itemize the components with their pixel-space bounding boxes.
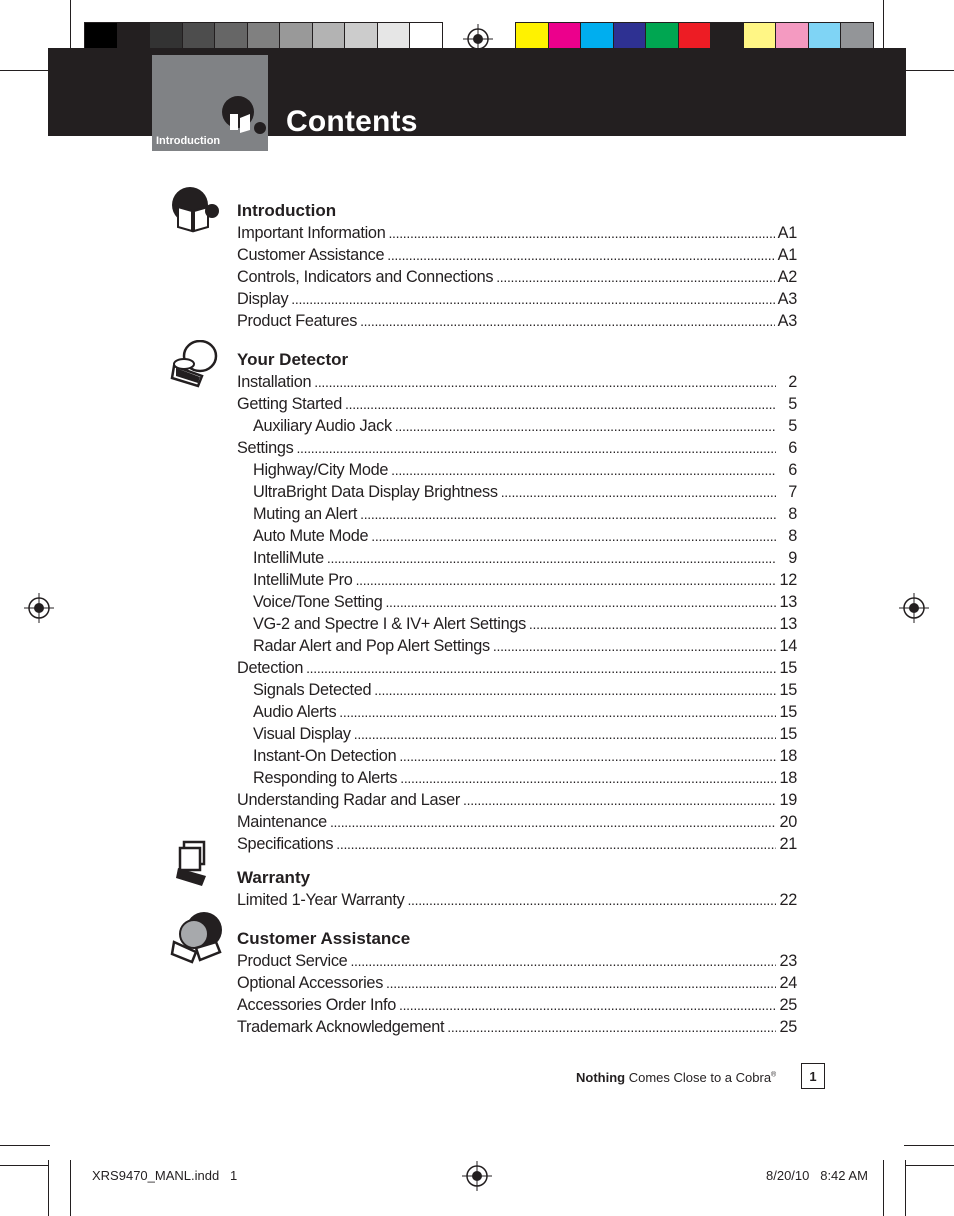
page-title: Contents <box>286 105 418 138</box>
toc-entry-page: 22 <box>779 891 797 909</box>
toc-entry[interactable] <box>237 481 797 503</box>
toc-entry-label: Understanding Radar and Laser <box>237 791 461 809</box>
slug-filename: XRS9470_MANL.indd 1 <box>92 1168 238 1183</box>
toc-entry-label: IntelliMute <box>253 549 324 567</box>
toc-entry-page: 15 <box>779 681 797 699</box>
dot-leader <box>306 657 776 679</box>
dot-leader <box>493 635 776 657</box>
crop-mark <box>906 1165 954 1166</box>
toc-entry-page: A3 <box>777 312 797 330</box>
toc-entry-page: 5 <box>788 417 797 435</box>
toc-entry-page: A2 <box>777 268 797 286</box>
customer-assistance-icon <box>170 908 226 964</box>
dot-leader <box>407 889 776 911</box>
toc-entry[interactable] <box>237 767 797 789</box>
toc-entry-page: 15 <box>779 659 797 677</box>
toc-entry-page: 23 <box>779 952 797 970</box>
toc-entry-label: Getting Started <box>237 395 343 413</box>
toc-entry-page: 6 <box>788 439 797 457</box>
toc-entry-label: Signals Detected <box>253 681 372 699</box>
toc-entry-page: 18 <box>779 747 797 765</box>
dot-leader <box>395 415 776 437</box>
toc-entry-page: 15 <box>779 703 797 721</box>
dot-leader <box>296 437 776 459</box>
section-gap <box>237 911 797 928</box>
toc-entry-label: Important Information <box>237 224 386 242</box>
dot-leader <box>386 972 776 994</box>
toc-entry[interactable] <box>237 613 797 635</box>
dot-leader <box>385 591 776 613</box>
crop-mark <box>883 0 884 50</box>
tagline <box>576 1070 776 1085</box>
toc-entry[interactable] <box>237 459 797 481</box>
toc-entry-label: Product Service <box>237 952 348 970</box>
toc-entry[interactable] <box>237 503 797 525</box>
toc-entry[interactable] <box>237 972 797 994</box>
toc-entry[interactable] <box>237 701 797 723</box>
toc-entry-page: A1 <box>777 246 797 264</box>
toc-entry-page: 13 <box>779 615 797 633</box>
toc-entry-label: Controls, Indicators and Connections <box>237 268 494 286</box>
toc-entry[interactable] <box>237 789 797 811</box>
dot-leader <box>387 244 774 266</box>
toc-entry[interactable] <box>237 591 797 613</box>
book-reader-icon <box>170 185 222 235</box>
toc-entry-page: 9 <box>788 549 797 567</box>
dot-leader <box>374 679 776 701</box>
dot-leader <box>339 701 776 723</box>
toc-entry-label: Optional Accessories <box>237 974 384 992</box>
toc-entry[interactable] <box>237 1016 797 1038</box>
toc-entry-label: Display <box>237 290 289 308</box>
toc-entry-page: A3 <box>777 290 797 308</box>
registered-mark: ® <box>771 1071 777 1079</box>
dot-leader <box>496 266 774 288</box>
toc-entry-page: 19 <box>779 791 797 809</box>
toc-entry-page: 21 <box>779 835 797 853</box>
crop-mark <box>904 1145 954 1146</box>
dot-leader <box>356 569 776 591</box>
tagline-bold: Nothing <box>576 1070 626 1085</box>
toc-entry-label: Instant-On Detection <box>253 747 397 765</box>
slug-date: 8/20/10 8:42 AM <box>766 1168 868 1183</box>
dot-leader <box>463 789 776 811</box>
dot-leader <box>400 767 776 789</box>
toc-entry-label: Highway/City Mode <box>253 461 389 479</box>
toc-entry-label: Specifications <box>237 835 334 853</box>
toc-entry[interactable] <box>237 679 797 701</box>
dot-leader <box>345 393 776 415</box>
dot-leader <box>399 745 776 767</box>
toc-section-title: Introduction <box>237 201 337 220</box>
toc-entry-page: 18 <box>779 769 797 787</box>
toc-entry[interactable] <box>237 833 797 855</box>
toc-entry[interactable] <box>237 525 797 547</box>
dot-leader <box>399 994 776 1016</box>
crop-mark <box>70 0 71 50</box>
toc-entry-page: 12 <box>779 571 797 589</box>
tagline-text: Comes Close to a Cobra <box>625 1070 772 1085</box>
toc-entry[interactable] <box>237 950 797 972</box>
toc-entry-label: Installation <box>237 373 312 391</box>
toc-entry[interactable] <box>237 393 797 415</box>
dot-leader <box>330 811 776 833</box>
toc-entry[interactable] <box>237 635 797 657</box>
section-gap <box>237 332 797 349</box>
toc-entry[interactable] <box>237 437 797 459</box>
dot-leader <box>391 459 776 481</box>
toc-entry-label: Responding to Alerts <box>253 769 398 787</box>
toc-entry[interactable] <box>237 310 797 332</box>
dot-leader <box>529 613 776 635</box>
toc-entry-label: Audio Alerts <box>253 703 337 721</box>
toc-entry[interactable] <box>237 723 797 745</box>
crop-mark <box>904 70 954 71</box>
toc-section-title: Your Detector <box>237 350 349 369</box>
toc-entry-label: Settings <box>237 439 294 457</box>
toc-entry-page: 6 <box>788 461 797 479</box>
crop-mark <box>70 1160 71 1216</box>
dot-leader <box>314 371 776 393</box>
section-tab-label: Introduction <box>156 135 221 147</box>
toc-entry-page: 7 <box>788 483 797 501</box>
toc-entry-page: 8 <box>788 527 797 545</box>
book-reader-icon <box>220 94 268 136</box>
toc-entry-page: A1 <box>777 224 797 242</box>
crop-mark <box>0 1165 48 1166</box>
crop-mark <box>0 70 50 71</box>
toc-entry[interactable] <box>237 745 797 767</box>
section-gap <box>237 855 797 867</box>
toc-entry-label: IntelliMute Pro <box>253 571 353 589</box>
registration-mark-icon <box>24 593 54 623</box>
toc-entry-page: 8 <box>788 505 797 523</box>
toc-entry-label: Trademark Acknowledgement <box>237 1018 445 1036</box>
dot-leader <box>327 547 776 569</box>
toc-entry[interactable] <box>237 244 797 266</box>
toc-entry[interactable] <box>237 811 797 833</box>
toc-entry-label: Detection <box>237 659 304 677</box>
dot-leader <box>360 503 776 525</box>
dot-leader <box>501 481 776 503</box>
toc-entry-label: Radar Alert and Pop Alert Settings <box>253 637 490 655</box>
dot-leader <box>354 723 776 745</box>
toc-entry[interactable] <box>237 547 797 569</box>
toc-entry[interactable] <box>237 371 797 393</box>
toc-entry-label: Accessories Order Info <box>237 996 396 1014</box>
toc-entry-page: 14 <box>779 637 797 655</box>
toc-entry-page: 25 <box>779 996 797 1014</box>
toc-entry[interactable] <box>237 994 797 1016</box>
dot-leader <box>447 1016 776 1038</box>
crop-mark <box>883 1160 884 1216</box>
page-number: 1 <box>809 1069 817 1084</box>
toc-entry-page: 24 <box>779 974 797 992</box>
toc-entry[interactable] <box>237 288 797 310</box>
dot-leader <box>371 525 776 547</box>
toc-entry-label: Limited 1-Year Warranty <box>237 891 405 909</box>
toc-section-title: Warranty <box>237 868 311 887</box>
toc-entry-page: 25 <box>779 1018 797 1036</box>
toc-entry-label: Visual Display <box>253 725 351 743</box>
toc-section-title: Customer Assistance <box>237 929 411 948</box>
toc-entry[interactable] <box>237 222 797 244</box>
dot-leader <box>336 833 776 855</box>
toc-entry-label: Auto Mute Mode <box>253 527 369 545</box>
toc-entry-label: Maintenance <box>237 813 327 831</box>
detector-icon <box>170 340 222 390</box>
dot-leader <box>350 950 776 972</box>
toc-entry-page: 13 <box>779 593 797 611</box>
registration-mark-icon <box>899 593 929 623</box>
toc-entry[interactable] <box>237 569 797 591</box>
dot-leader <box>360 310 775 332</box>
toc-entry[interactable] <box>237 266 797 288</box>
crop-mark <box>0 1145 50 1146</box>
toc-entry-label: VG-2 and Spectre I & IV+ Alert Settings <box>253 615 526 633</box>
toc-entry-page: 15 <box>779 725 797 743</box>
toc-entry-label: Auxiliary Audio Jack <box>253 417 392 435</box>
dot-leader <box>388 222 774 244</box>
toc-entry[interactable] <box>237 415 797 437</box>
toc-entry-label: UltraBright Data Display Brightness <box>253 483 498 501</box>
toc-entry[interactable] <box>237 657 797 679</box>
toc-entry-label: Product Features <box>237 312 358 330</box>
toc-entry-label: Voice/Tone Setting <box>253 593 383 611</box>
table-of-contents <box>237 200 797 1038</box>
dot-leader <box>291 288 774 310</box>
registration-mark-icon <box>462 1161 492 1191</box>
crop-mark <box>905 1160 906 1216</box>
toc-entry[interactable] <box>237 889 797 911</box>
toc-entry-label: Muting an Alert <box>253 505 358 523</box>
crop-mark <box>48 1160 49 1216</box>
toc-entry-page: 20 <box>779 813 797 831</box>
toc-entry-page: 5 <box>788 395 797 413</box>
warranty-document-icon <box>174 838 222 888</box>
toc-entry-page: 2 <box>788 373 797 391</box>
toc-entry-label: Customer Assistance <box>237 246 385 264</box>
